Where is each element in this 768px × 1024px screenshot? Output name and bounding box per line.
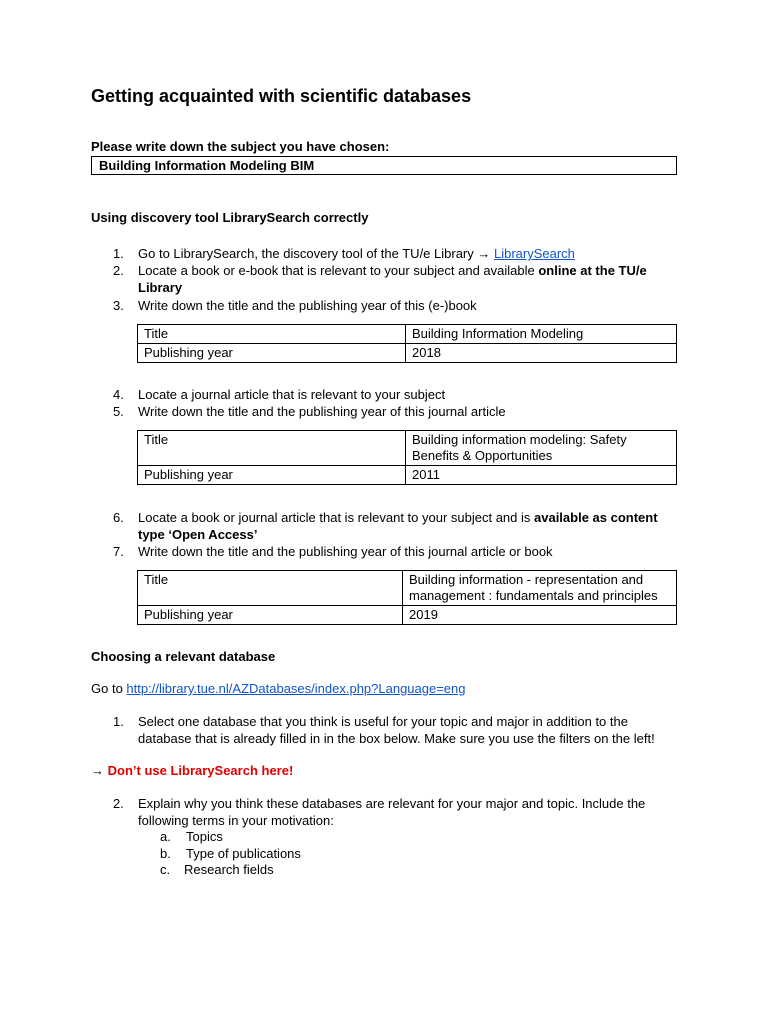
warning-line bbox=[91, 763, 293, 778]
page-title: Getting acquainted with scientific databases bbox=[91, 86, 472, 106]
list-number: 1. bbox=[113, 246, 124, 261]
article-table bbox=[137, 430, 677, 485]
sub-text: Research fields bbox=[184, 862, 274, 877]
book-table bbox=[137, 324, 677, 363]
sub-list-item bbox=[160, 845, 301, 862]
arrow-icon: → bbox=[91, 763, 104, 778]
list-bold: available as content type ‘Open Access’ bbox=[138, 510, 658, 542]
sub-letter: a. bbox=[160, 829, 171, 844]
table-value[interactable]: Building information modeling: Safety Benefits & Opportunities bbox=[406, 431, 677, 466]
list-text: Select one database that you think is useful for your topic and major in addition to the database that is already filled in in the box below. Make sure you use the filters on the left! bbox=[138, 714, 655, 746]
list-text: Write down the title and the publishing year of this (e-)book bbox=[138, 298, 477, 313]
list-text: Write down the title and the publishing year of this journal article bbox=[138, 404, 506, 419]
list-text: Locate a book or e-book that is relevant to your subject and available bbox=[138, 263, 539, 278]
sub-list-item bbox=[160, 861, 274, 878]
sub-letter: c. bbox=[160, 862, 171, 877]
table-value[interactable]: 2011 bbox=[406, 466, 677, 485]
table-value[interactable]: Building Information Modeling bbox=[406, 325, 677, 344]
list-text: Locate a book or journal article that is relevant to your subject and is bbox=[138, 510, 534, 525]
list-number: 3. bbox=[113, 298, 124, 313]
list-number: 2. bbox=[113, 796, 124, 811]
list-number: 5. bbox=[113, 404, 124, 419]
table-label: Publishing year bbox=[138, 606, 403, 625]
table-label: Title bbox=[138, 325, 406, 344]
list-number: 7. bbox=[113, 544, 124, 559]
goto-line bbox=[91, 681, 466, 696]
list-text: Write down the title and the publishing year of this journal article or book bbox=[138, 544, 553, 559]
librarysearch-link[interactable]: LibrarySearch bbox=[493, 246, 575, 261]
list-text: Go to LibrarySearch, the discovery tool of the TU/e Library → bbox=[138, 246, 494, 261]
list-number: 4. bbox=[113, 387, 124, 402]
table-value[interactable]: 2018 bbox=[406, 344, 677, 363]
list-number: 2. bbox=[113, 263, 124, 278]
section-heading-librarysearch: Using discovery tool LibrarySearch correctly bbox=[91, 210, 369, 225]
sub-letter: b. bbox=[160, 846, 171, 861]
list-number: 1. bbox=[113, 714, 124, 729]
table-label: Title bbox=[138, 571, 403, 606]
azdatabases-link[interactable]: http://library.tue.nl/AZDatabases/index.php?Language=eng bbox=[126, 681, 466, 696]
subject-prompt: Please write down the subject you have chosen: bbox=[91, 139, 390, 154]
table-value[interactable]: 2019 bbox=[403, 606, 677, 625]
warning-text: Don’t use LibrarySearch here! bbox=[107, 763, 294, 778]
list-number: 6. bbox=[113, 510, 124, 525]
section-heading-database: Choosing a relevant database bbox=[91, 649, 276, 664]
sub-text: Topics bbox=[186, 829, 223, 844]
list-bold: online at the TU/e Library bbox=[138, 263, 647, 295]
list-text: Explain why you think these databases are relevant for your major and topic. Include the following terms in your motivation: bbox=[138, 796, 646, 828]
goto-text: Go to bbox=[91, 681, 127, 696]
open-access-table bbox=[137, 570, 677, 625]
sub-list-item bbox=[160, 828, 223, 845]
table-label: Title bbox=[138, 431, 406, 466]
table-value[interactable]: Building information - representation and management : fundamentals and principles bbox=[403, 571, 677, 606]
subject-value: Building Information Modeling BIM bbox=[99, 158, 315, 173]
table-label: Publishing year bbox=[138, 344, 406, 363]
sub-text: Type of publications bbox=[186, 846, 301, 861]
list-text: Locate a journal article that is relevant to your subject bbox=[138, 387, 446, 402]
subject-field[interactable] bbox=[91, 156, 677, 175]
table-label: Publishing year bbox=[138, 466, 406, 485]
